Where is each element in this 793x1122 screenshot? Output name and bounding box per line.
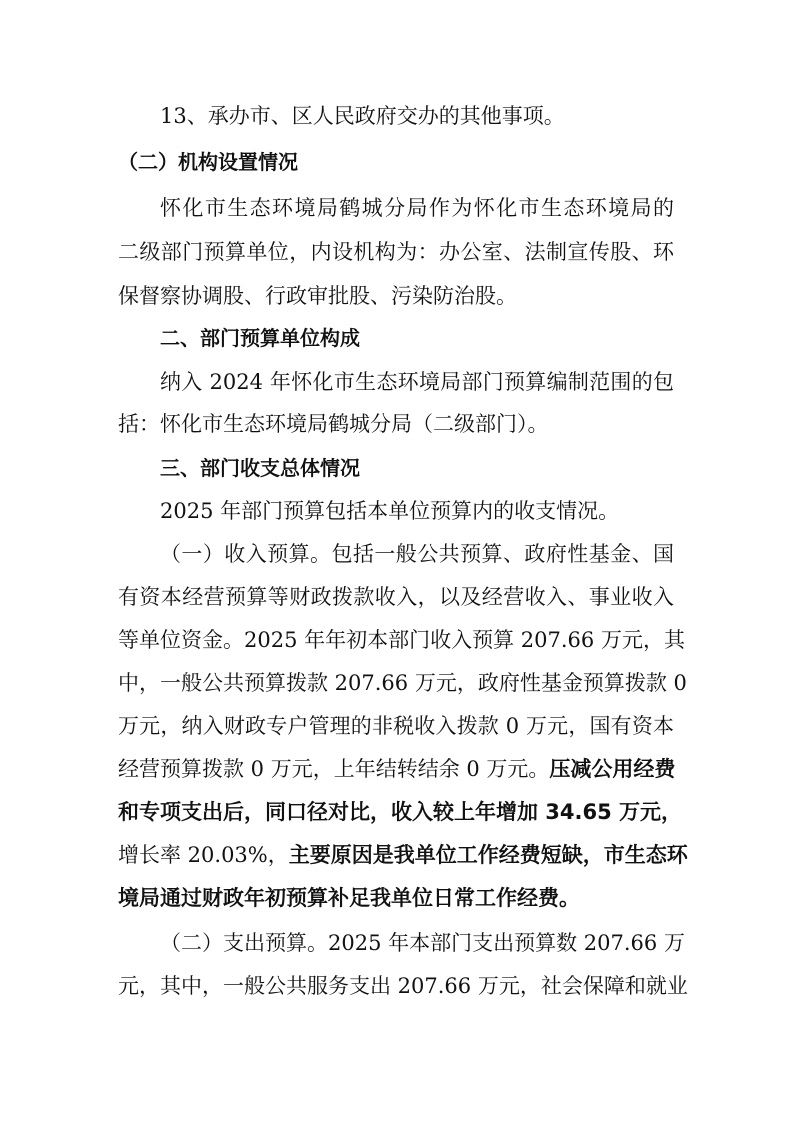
emphasis-text: 主要原因是我单位工作经费短缺，市生态环: [288, 843, 688, 867]
paragraph-item-13: 13、承办市、区人民政府交办的其他事项。: [160, 104, 565, 128]
text-run: 增长率 20.03%，: [118, 843, 289, 867]
emphasis-text: 压减公用经费: [549, 757, 676, 781]
section-heading-budget-units: 二、部门预算单位构成: [160, 326, 360, 350]
paragraph-line: 怀化市生态环境局鹤城分局作为怀化市生态环境局的: [160, 196, 674, 220]
paragraph-line: 2025 年部门预算包括本单位预算内的收支情况。: [160, 499, 620, 523]
paragraph-line: （一）收入预算。包括一般公共预算、政府性基金、国: [160, 542, 674, 566]
text-run: 经营预算拨款 0 万元，上年结转结余 0 万元。: [118, 757, 550, 781]
emphasis-line: 境局通过财政年初预算补足我单位日常工作经费。: [118, 886, 580, 910]
paragraph-line: [118, 843, 688, 867]
paragraph-line: 元，其中，一般公共服务支出 207.66 万元，社会保障和就业: [118, 974, 688, 998]
section-heading-income-expense: 三、部门收支总体情况: [160, 456, 360, 480]
paragraph-line: 纳入 2024 年怀化市生态环境局部门预算编制范围的包: [160, 370, 674, 394]
paragraph-line: 有资本经营预算等财政拨款收入，以及经营收入、事业收入: [118, 585, 674, 609]
paragraph-line: （二）支出预算。2025 年本部门支出预算数 207.66 万: [160, 931, 685, 955]
paragraph-line: 二级部门预算单位，内设机构为：办公室、法制宣传股、环: [118, 240, 674, 264]
paragraph-line: 中，一般公共预算拨款 207.66 万元，政府性基金预算拨款 0: [118, 671, 687, 695]
paragraph-line: 括：怀化市生态环境局鹤城分局（二级部门）。: [118, 412, 549, 436]
emphasis-line: 和专项支出后，同口径对比，收入较上年增加 34.65 万元，: [118, 800, 683, 824]
paragraph-line: 万元，纳入财政专户管理的非税收入拨款 0 万元，国有资本: [118, 714, 674, 738]
paragraph-line: [118, 757, 675, 781]
paragraph-line: 等单位资金。2025 年年初本部门收入预算 207.66 万元，其: [118, 628, 685, 652]
section-heading-org-structure: （二）机构设置情况: [118, 150, 298, 174]
paragraph-line: 保督察协调股、行政审批股、污染防治股。: [118, 284, 517, 308]
